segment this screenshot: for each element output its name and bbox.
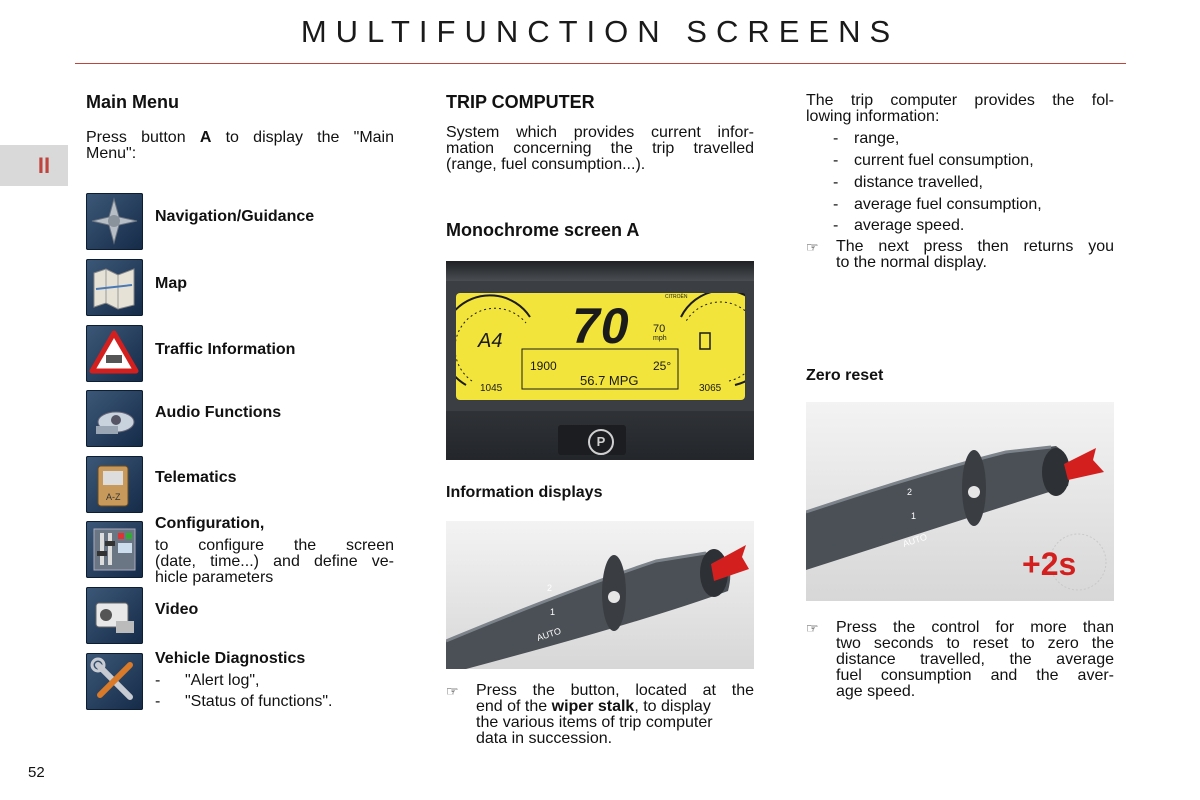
pointer-icon: ☞ [806, 620, 819, 636]
speed-limit-readout: 70 [653, 323, 666, 335]
zero-reset-stalk-image [806, 402, 1114, 601]
pointer-icon: ☞ [446, 683, 459, 699]
trip-desc-line: mation concerning the trip travelled [446, 140, 754, 157]
park-brake-icon: P [588, 429, 614, 455]
menu-item-traffic[interactable]: Traffic Information [155, 341, 296, 358]
intro-before: Press button [86, 129, 186, 146]
section-tab-label: II [37, 153, 51, 178]
menu-item-configuration[interactable]: Configuration, [155, 515, 265, 532]
configuration-desc-line: hicle parameters [155, 569, 274, 586]
menu-item-map[interactable]: Map [155, 275, 187, 292]
intro-after: to display the "Main [225, 129, 395, 146]
menu-item-navigation[interactable]: Navigation/Guidance [155, 208, 315, 225]
wiper-stalk-image [446, 521, 754, 669]
information-displays-text [476, 683, 754, 747]
list-item: - distance travelled, [833, 174, 983, 191]
wiper-stalk-term: wiper stalk [551, 698, 635, 715]
trip-computer-desc [446, 125, 754, 173]
intro-line: The trip computer provides the fol- [806, 92, 1114, 109]
navigation-icon [86, 193, 143, 250]
speed-1-label: 1 [550, 607, 556, 617]
list-item: - average fuel consumption, [833, 196, 1042, 213]
list-item: - range, [833, 130, 900, 147]
configuration-desc-line: (date, time...) and define ve- [155, 553, 394, 570]
speed-2-label: 2 [907, 487, 913, 497]
diagnostics-sub-item: - "Alert log", [155, 672, 260, 689]
diagnostics-icon [86, 653, 143, 710]
configuration-desc-line: to configure the screen [155, 537, 394, 554]
trip-desc-line: (range, fuel consumption...). [446, 156, 646, 173]
hold-two-seconds-badge: +2s [1022, 546, 1077, 582]
info-line-1: Press the button, located at the [476, 682, 754, 699]
zero-line: distance travelled, the average [836, 651, 1114, 668]
trip-computer-heading: TRIP COMPUTER [446, 92, 595, 112]
zero-reset-heading: Zero reset [806, 367, 884, 384]
diagnostics-sub-item: - "Status of functions". [155, 693, 333, 710]
menu-item-telematics[interactable]: Telematics [155, 469, 237, 486]
zero-reset-text [836, 620, 1114, 700]
note-line: The next press then returns you [836, 238, 1114, 255]
info-line-2: end of the wiper stalk, to display [476, 698, 711, 715]
note-line: to the normal display. [836, 254, 987, 271]
speed-2-label: 2 [547, 583, 553, 593]
map-icon [86, 259, 143, 316]
traffic-warning-icon [86, 325, 143, 382]
list-item: - current fuel consumption, [833, 152, 1034, 169]
auto-label: AUTO [535, 625, 563, 643]
lcd-screen [456, 293, 745, 400]
speed-unit: mph [653, 335, 667, 342]
trip-info-intro [806, 93, 1114, 125]
svg-text:A-Z: A-Z [106, 492, 121, 502]
menu-item-audio[interactable]: Audio Functions [155, 404, 282, 421]
video-icon [86, 587, 143, 644]
menu-item-video[interactable]: Video [155, 601, 199, 618]
main-menu-intro [86, 130, 394, 162]
configuration-description [155, 538, 394, 586]
return-note [836, 239, 1114, 271]
section-tab [0, 145, 68, 186]
zero-line: age speed. [836, 683, 916, 700]
zero-line: two seconds to reset to zero the [836, 635, 1114, 652]
list-item: - average speed. [833, 217, 965, 234]
gear-indicator: A4 [478, 330, 503, 352]
speed-readout: 70 [572, 298, 630, 354]
zero-line: fuel consumption and the aver- [836, 667, 1114, 684]
title-divider [75, 63, 1126, 64]
info-line-4: data in succession. [476, 730, 613, 747]
page-title: MULTIFUNCTION SCREENS [300, 14, 900, 49]
telematics-icon [86, 456, 143, 513]
auto-label: AUTO [901, 531, 929, 549]
information-displays-heading: Information displays [446, 484, 603, 501]
consumption-readout: 56.7 MPG [580, 373, 639, 388]
audio-icon [86, 390, 143, 447]
zero-line: Press the control for more than [836, 619, 1114, 636]
page-number: 52 [28, 764, 45, 781]
main-menu-heading: Main Menu [86, 92, 179, 112]
trip-desc-line: System which provides current infor- [446, 124, 754, 141]
menu-item-vehicle-diagnostics[interactable]: Vehicle Diagnostics [155, 650, 306, 667]
configuration-icon [86, 521, 143, 578]
intro-line: lowing information: [806, 108, 940, 125]
pointer-icon: ☞ [806, 239, 819, 255]
clock-readout: 1900 [530, 359, 557, 373]
button-a-key: A [199, 129, 212, 146]
odometer-left: 1045 [480, 383, 503, 394]
odometer-right: 3065 [699, 383, 722, 394]
intro-line2: Menu": [86, 145, 137, 162]
temperature-readout: 25° [653, 359, 672, 373]
speed-1-label: 1 [911, 511, 917, 521]
monochrome-screen-heading: Monochrome screen A [446, 220, 640, 240]
info-line-3: the various items of trip computer [476, 714, 713, 731]
brand-mark: CITROËN [665, 294, 688, 300]
